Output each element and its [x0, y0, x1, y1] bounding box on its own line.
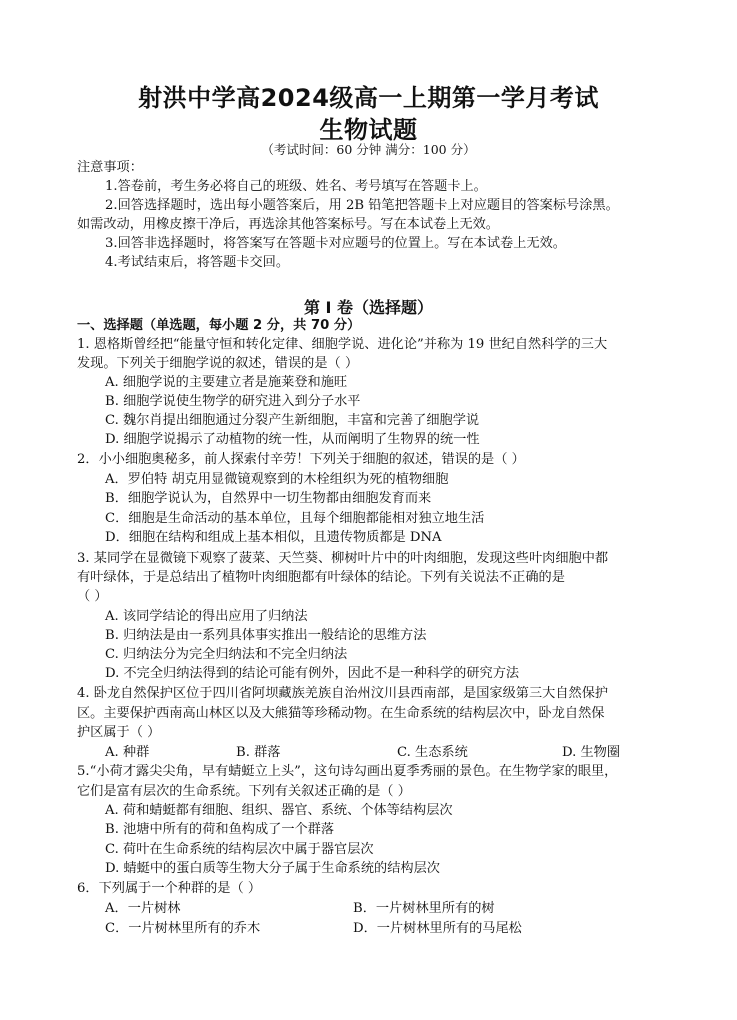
q1-option-d: D. 细胞学说揭示了动植物的统一性，从而阐明了生物界的统一性: [105, 432, 480, 447]
note-item: 3.回答非选择题时，将答案写在答题卡对应题号的位置上。写在本试卷上无效。: [105, 236, 566, 251]
q5-option-c: C. 荷叶在生命系统的结构层次中属于器官层次: [105, 842, 374, 857]
note-item: 如需改动，用橡皮擦干净后，再选涂其他答案标号。写在本试卷上无效。: [77, 217, 499, 232]
q5-option-a: A. 荷和蜻蜓都有细胞、组织、器官、系统、个体等结构层次: [105, 803, 453, 818]
q3-option-b: B. 归纳法是由一系列具体事实推出一般结论的思维方法: [105, 628, 427, 643]
q2-option-c: C．细胞是生命活动的基本单位，且每个细胞都能相对独立地生活: [105, 511, 485, 526]
q4-option-d: D. 生物圈: [562, 745, 621, 760]
q3-stem: （ ）: [77, 589, 108, 604]
q2-option-b: B．细胞学说认为，自然界中一切生物都由细胞发育而来: [105, 491, 432, 506]
section-title: 第 I 卷（选择题）: [303, 298, 434, 317]
q5-stem: 它们是富有层次的生命系统。下列有关叙述正确的是（ ）: [77, 784, 411, 799]
exam-title: 射洪中学高2024级高一上期第一学月考试: [138, 84, 599, 112]
q3-stem: 3. 某同学在显微镜下观察了菠菜、天竺葵、柳树叶片中的叶肉细胞，发现这些叶肉细胞中都: [77, 551, 609, 566]
q1-stem: 发现。下列关于细胞学说的叙述，错误的是（ ）: [77, 356, 359, 371]
q6-option-b: B．一片树林里所有的树: [353, 901, 495, 916]
q4-option-b: B. 群落: [236, 745, 281, 760]
q3-option-c: C. 归纳法分为完全归纳法和不完全归纳法: [105, 647, 348, 662]
q3-stem: 有叶绿体，于是总结出了植物叶肉细胞都有叶绿体的结论。下列有关说法不正确的是: [77, 570, 565, 585]
q6-stem: 6．下列属于一个种群的是（ ）: [77, 881, 262, 896]
exam-subject: 生物试题: [319, 116, 418, 144]
q1-stem: 1. 恩格斯曾经把“能量守恒和转化定律、细胞学说、进化论”并称为 19 世纪自然科学的三大: [77, 337, 608, 352]
exam-info: （考试时间：60 分钟 满分：100 分）: [261, 142, 476, 157]
q5-option-b: B. 池塘中所有的荷和鱼构成了一个群落: [105, 822, 335, 837]
q4-stem: 护区属于（ ）: [77, 725, 161, 740]
note-item: 4.考试结束后，将答题卡交回。: [105, 255, 290, 270]
q4-option-c: C. 生态系统: [397, 745, 468, 760]
q6-option-c: C．一片树林里所有的乔木: [105, 921, 261, 936]
q2-option-d: D．细胞在结构和组成上基本相似，且遗传物质都是 DNA: [105, 530, 442, 545]
q6-option-d: D．一片树林里所有的马尾松: [353, 921, 522, 936]
q4-stem: 4. 卧龙自然保护区位于四川省阿坝藏族羌族自治州汶川县西南部，是国家级第三大自然保护: [77, 686, 609, 701]
q5-option-d: D. 蜻蜓中的蛋白质等生物大分子属于生命系统的结构层次: [105, 861, 440, 876]
q5-stem: 5.“小荷才露尖尖角，早有蜻蜓立上头”，这句诗勾画出夏季秀丽的景色。在生物学家的眼里，: [77, 764, 618, 779]
notes-heading: 注意事项：: [77, 160, 143, 175]
q1-option-a: A. 细胞学说的主要建立者是施莱登和施旺: [105, 375, 348, 390]
q4-option-a: A. 种群: [105, 745, 150, 760]
q3-option-a: A. 该同学结论的得出应用了归纳法: [105, 609, 308, 624]
part-heading: 一、选择题（单选题，每小题 2 分，共 70 分）: [77, 318, 361, 333]
q2-option-a: A．罗伯特 胡克用显微镜观察到的木栓组织为死的植物细胞: [105, 472, 449, 487]
note-item: 2.回答选择题时，选出每小题答案后，用 2B 铅笔把答题卡上对应题目的答案标号涂黑。: [105, 198, 619, 213]
q2-stem: 2．小小细胞奥秘多，前人探索付辛劳！下列关于细胞的叙述，错误的是（ ）: [77, 452, 525, 467]
q4-stem: 区。主要保护西南高山林区以及大熊猫等珍稀动物。在生命系统的结构层次中，卧龙自然保: [77, 706, 605, 721]
q6-option-a: A．一片树林: [105, 901, 181, 916]
q1-option-b: B. 细胞学说使生物学的研究进入到分子水平: [105, 394, 361, 409]
note-item: 1.答卷前，考生务必将自己的班级、姓名、考号填写在答题卡上。: [105, 179, 487, 194]
q3-option-d: D. 不完全归纳法得到的结论可能有例外，因此不是一种科学的研究方法: [105, 666, 520, 681]
q1-option-c: C. 魏尔肖提出细胞通过分裂产生新细胞，丰富和完善了细胞学说: [105, 413, 480, 428]
